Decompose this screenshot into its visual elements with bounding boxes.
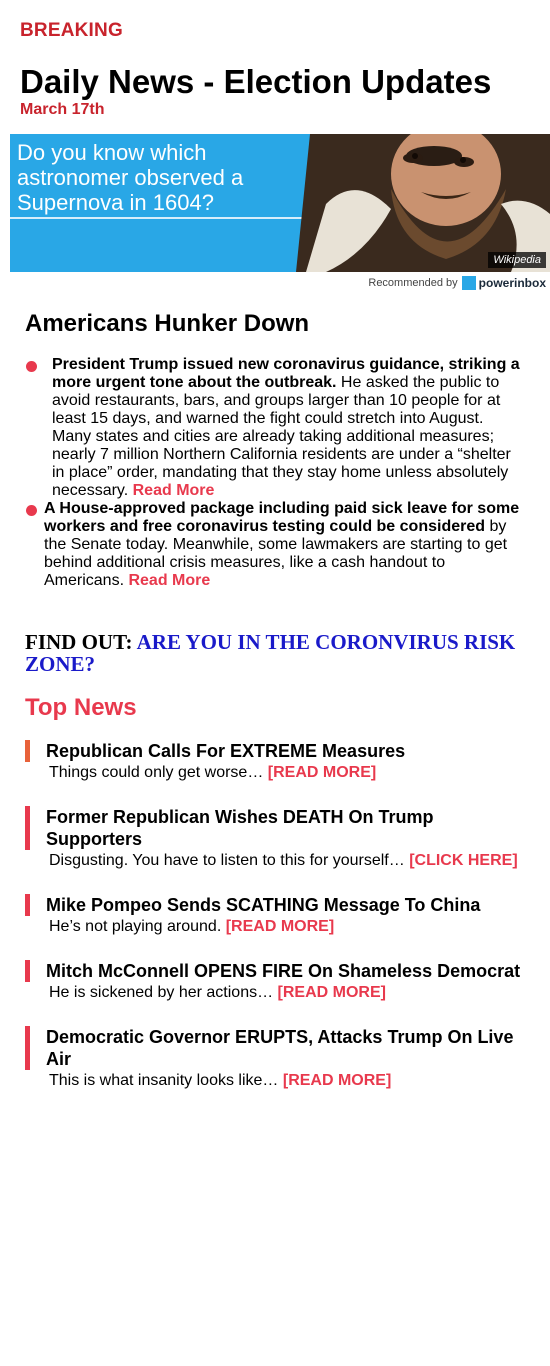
- news-accent-bar: [25, 806, 30, 850]
- powerinbox-brand: powerinbox: [478, 276, 546, 290]
- ad-question: Do you know which astronomer observed a Supernova in 1604?: [17, 140, 244, 215]
- news-headline[interactable]: Mitch McConnell OPENS FIRE On Shameless Democrat: [46, 961, 521, 981]
- news-headline[interactable]: Democratic Governor ERUPTS, Attacks Trump On Live Air: [46, 1027, 514, 1069]
- read-more-link[interactable]: Read More: [128, 572, 211, 589]
- newsletter-header: [0, 0, 550, 119]
- news-teaser: [49, 916, 525, 938]
- news-teaser-text: Things could only get worse…: [49, 764, 268, 781]
- story-bullets: [25, 356, 525, 590]
- issue-date: March 17th: [20, 101, 105, 118]
- news-link[interactable]: [READ MORE]: [277, 984, 386, 1001]
- sponsored-ad-banner[interactable]: [10, 134, 550, 272]
- list-item: [25, 500, 525, 590]
- ad-image-source: Wikipedia: [488, 252, 546, 268]
- list-item: [25, 356, 525, 500]
- news-item[interactable]: [25, 960, 525, 1004]
- news-item[interactable]: [25, 1026, 525, 1092]
- news-teaser: [49, 762, 525, 784]
- bullet-headline: President Trump issued new coronavirus guidance, striking a more urgent tone about the outbreak.: [52, 356, 520, 391]
- news-link[interactable]: [READ MORE]: [282, 1072, 392, 1089]
- news-item[interactable]: [25, 806, 525, 872]
- powerinbox-icon: [462, 276, 476, 290]
- news-teaser-text: Disgusting. You have to listen to this for yourself…: [49, 852, 410, 869]
- news-accent-bar: [25, 960, 30, 982]
- news-headline[interactable]: Republican Calls For EXTREME Measures: [46, 741, 406, 761]
- top-news-list: [25, 740, 525, 1092]
- bullet-dot-icon: [26, 505, 37, 516]
- news-accent-bar: [25, 740, 30, 762]
- bullet-text: He asked the public to avoid restaurants, bars, and groups larger than 10 people for at least 15 days, and warned the fight could stretch into August. Many states and cities are already taking additional measures; nearly 7 million Northern California residents are under a “shelter in place” order, mandating that they stay home unless absolutely necessary.: [52, 374, 511, 499]
- news-accent-bar: [25, 1026, 30, 1070]
- news-accent-bar: [25, 894, 30, 916]
- bullet-dot-icon: [26, 361, 37, 372]
- ad-divider: [10, 217, 305, 219]
- news-link[interactable]: [READ MORE]: [267, 764, 377, 781]
- news-teaser: [49, 850, 525, 872]
- news-teaser: [49, 982, 525, 1004]
- news-item[interactable]: [25, 894, 525, 938]
- recommended-by-label: Recommended by: [368, 277, 458, 289]
- news-item[interactable]: [25, 740, 525, 784]
- main-story-section: [25, 310, 525, 590]
- find-out-label: FIND OUT:: [25, 630, 133, 654]
- news-headline[interactable]: Former Republican Wishes DEATH On Trump Supporters: [46, 807, 434, 849]
- page-title: Daily News - Election Updates: [20, 63, 492, 100]
- news-teaser-text: This is what insanity looks like…: [49, 1072, 283, 1089]
- find-out-callout: [25, 631, 525, 675]
- top-news-title: Top News: [25, 694, 137, 721]
- news-link[interactable]: [READ MORE]: [225, 918, 335, 935]
- top-news-section: [25, 694, 525, 1114]
- ad-text-panel: [10, 134, 340, 272]
- recommended-by[interactable]: [368, 276, 546, 290]
- breaking-label: BREAKING: [20, 20, 123, 41]
- powerinbox-logo: [462, 276, 546, 290]
- bullet-text: by the Senate today. Meanwhile, some lawmakers are starting to get behind additional crisis measures, like a cash handout to Americans.: [44, 518, 508, 589]
- news-teaser-text: He’s not playing around.: [49, 918, 226, 935]
- news-teaser: [49, 1070, 525, 1092]
- read-more-link[interactable]: Read More: [132, 482, 215, 499]
- news-headline[interactable]: Mike Pompeo Sends SCATHING Message To China: [46, 895, 481, 915]
- bullet-headline: A House-approved package including paid sick leave for some workers and free coronavirus testing could be considered: [44, 500, 520, 535]
- news-link[interactable]: [CLICK HERE]: [409, 852, 518, 869]
- risk-zone-link[interactable]: ARE YOU IN THE CORONVIRUS RISK ZONE?: [25, 630, 516, 676]
- news-teaser-text: He is sickened by her actions…: [49, 984, 278, 1001]
- section-title: Americans Hunker Down: [25, 310, 310, 337]
